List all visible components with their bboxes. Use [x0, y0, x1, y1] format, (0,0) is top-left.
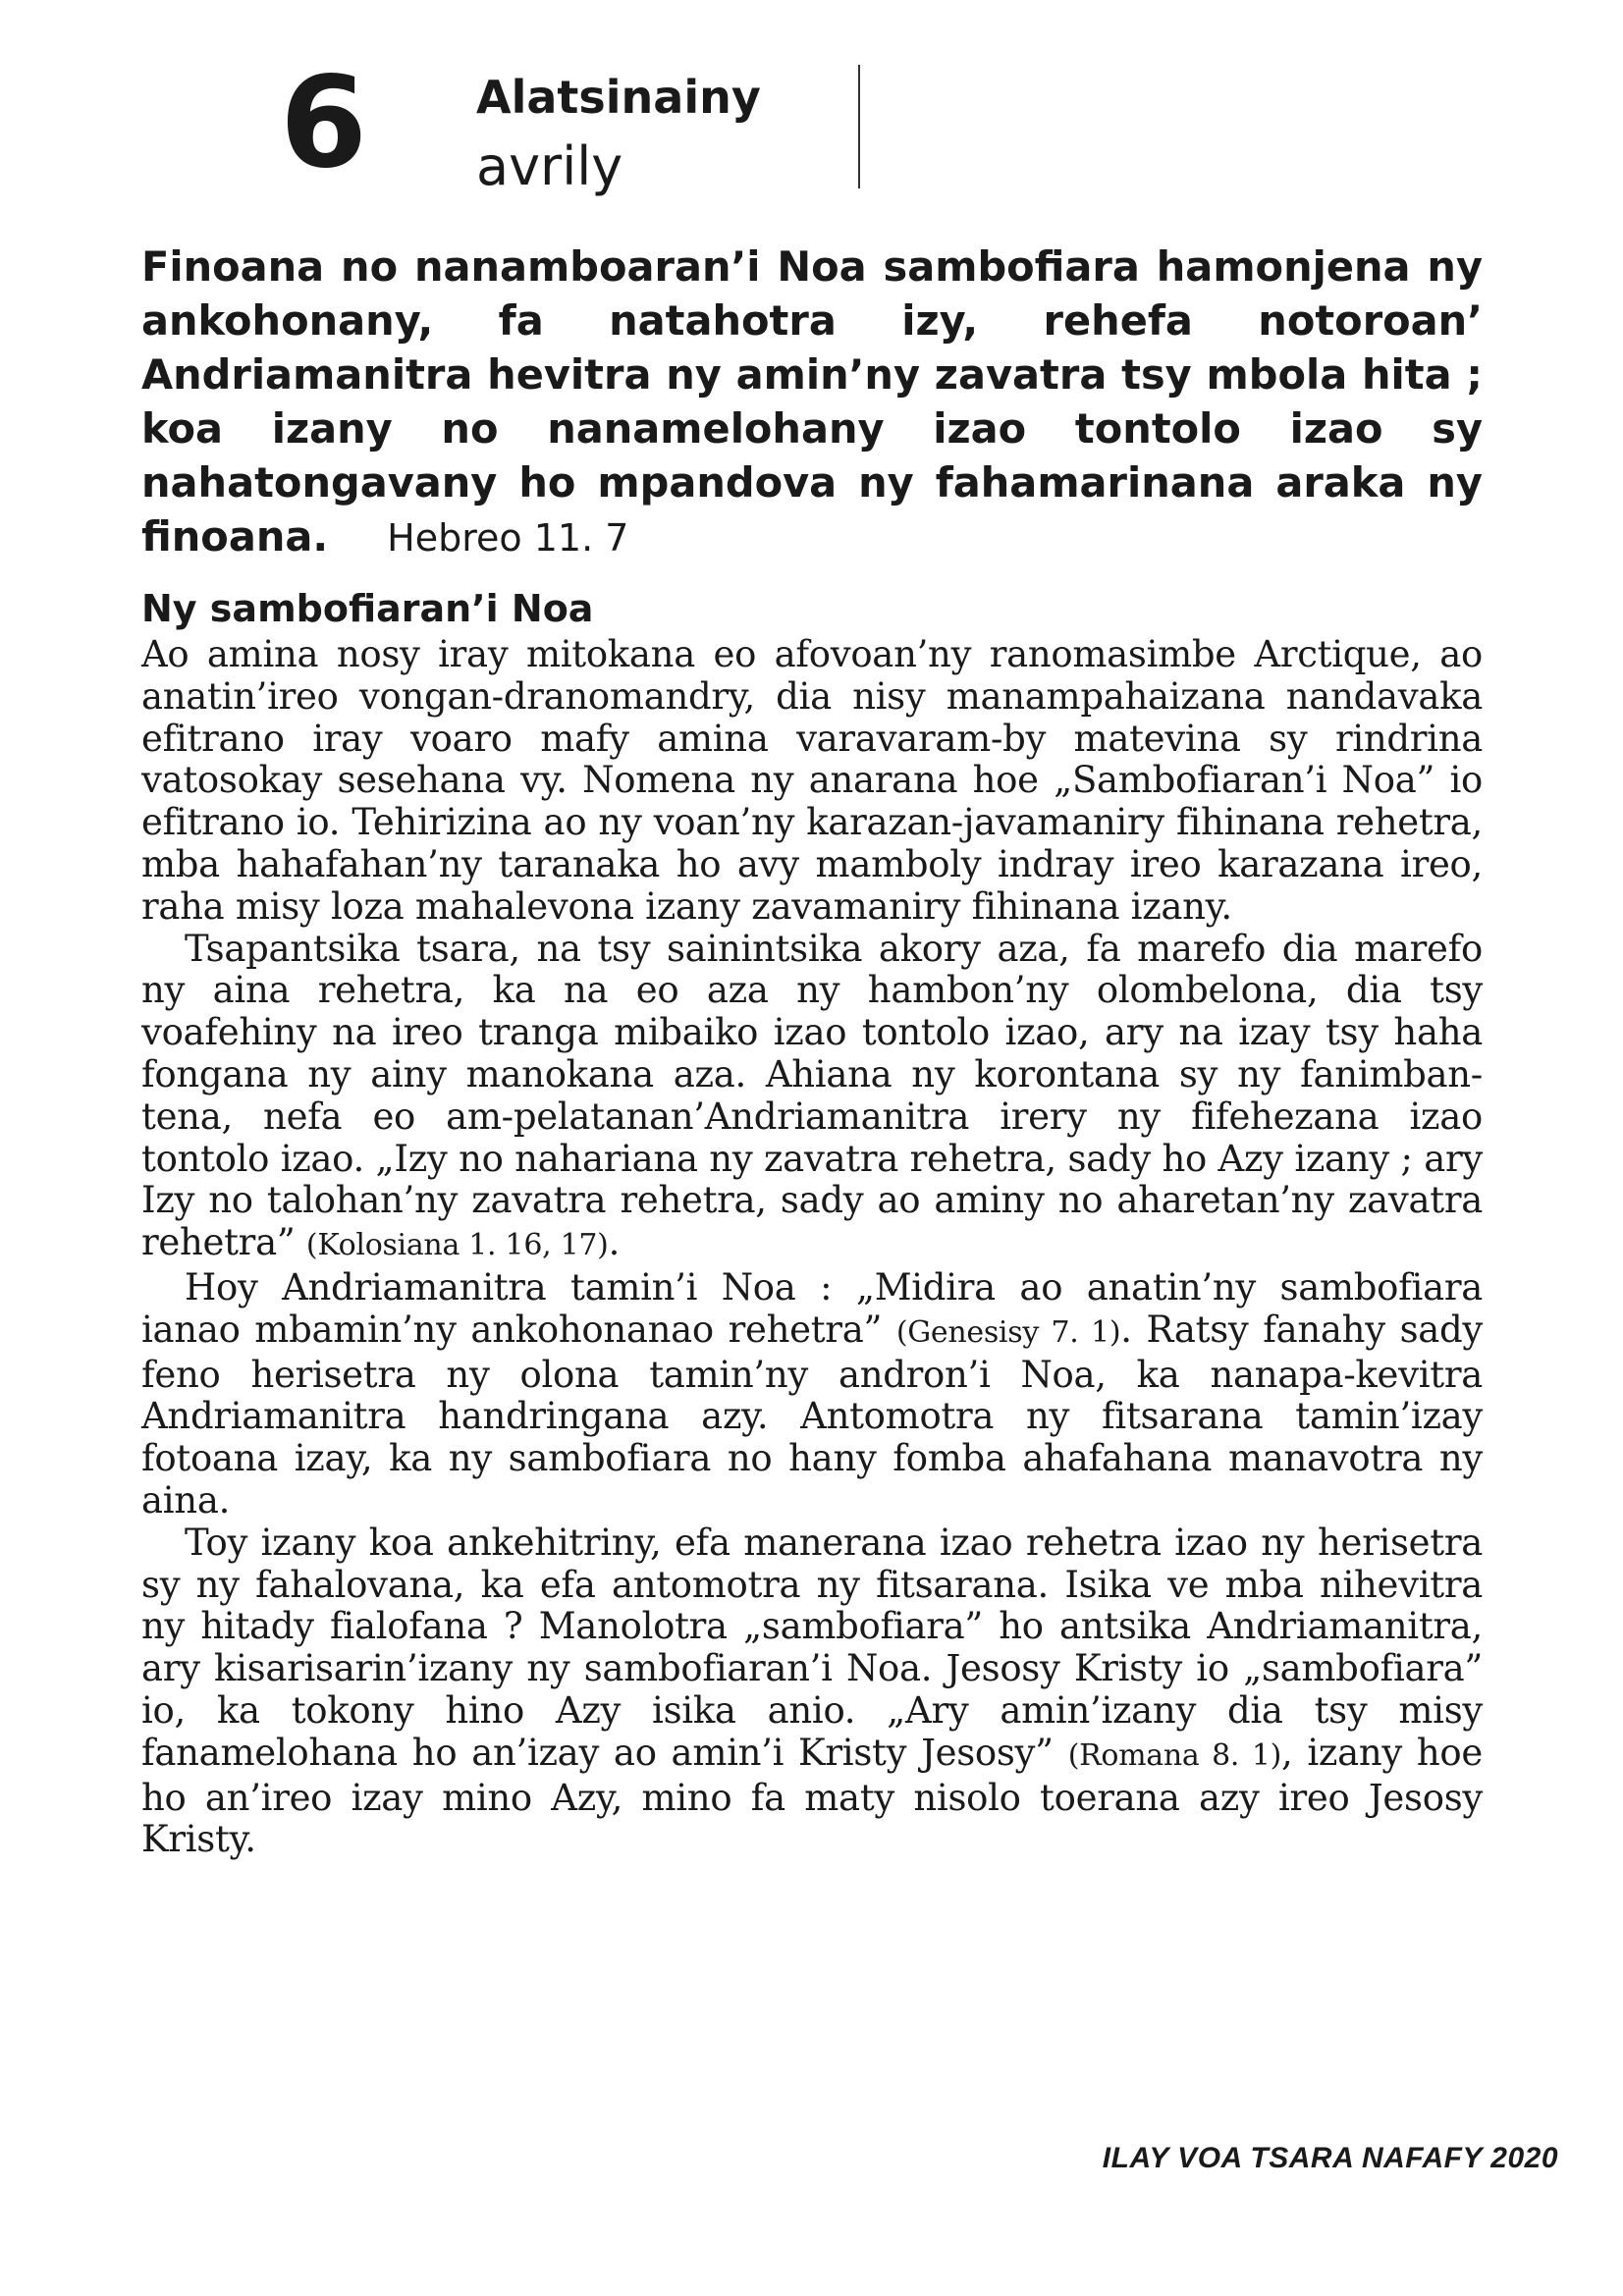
- day-number: 6: [280, 50, 366, 196]
- weekday: Alatsinainy: [476, 71, 761, 124]
- footer-title: ILAY VOA TSARA NAFAFY 2020: [1102, 2142, 1558, 2174]
- citation: (Genesisy 7. 1): [895, 1314, 1121, 1350]
- paragraph-text: Toy izany koa ankehitriny, efa manerana izao rehetra izao ny herisetra sy ny fahalovana, ka efa antomotra ny fitsarana. Isika ve mba nihevitra ny hitady fialofana ? Manolotra „sambofiara” ho antsika Andriamanitra, ary kisarisarin’izany ny sambofiaran’i Noa. Jesosy Kristy io „sambofiara” io, ka tokony hino Azy isika anio. „Ary amin’izany dia tsy misy fanamelohana ho an’izay ao amin’i Kristy Jesosy”: [141, 1521, 1483, 1774]
- vertical-divider: [858, 65, 860, 188]
- paragraph-text: Tsapantsika tsara, na tsy sainintsika akory aza, fa marefo dia marefo ny aina rehetra, ka na eo aza ny hambon’ny olombelona, dia tsy voafehiny na ireo tranga mibaiko izao tontolo izao, ary na izay tsy haha fongana ny ainy manokana aza. Ahiana ny korontana sy ny fanimban-tena, nefa eo am-pelatanan’Andriamanitra irery ny fifehezana izao tontolo izao. „Izy no nahariana ny zavatra rehetra, sady ho Azy izany ; ary Izy no talohan’ny zavatra rehetra, sady ao aminy no aharetan’ny zavatra rehetra”: [141, 927, 1483, 1264]
- paragraph: [141, 1267, 1483, 1522]
- paragraph: [141, 929, 1483, 1267]
- paragraph-text: Hoy Andriamanitra tamin’i Noa : „Midira ao anatin’ny sambofiara ianao mbamin’ny ankohonanao rehetra”: [141, 1265, 1483, 1351]
- body-text: [141, 634, 1483, 1861]
- citation: (Kolosiana 1. 16, 17): [305, 1228, 609, 1263]
- section-title: Ny sambofiaran’i Noa: [141, 587, 594, 630]
- paragraph: [141, 1522, 1483, 1861]
- paragraph-text-after: . Ratsy fanahy sady feno herisetra ny olona tamin’ny andron’i Noa, ka nanapa-kevitra Andriamanitra handringana azy. Antomotra ny fitsarana tamin’izay fotoana izay, ka ny sambofiara no hany fomba ahafahana manavotra ny aina.: [141, 1308, 1484, 1522]
- verse-reference: Hebreo 11. 7: [387, 516, 629, 560]
- verse-text: Finoana no nanamboaran’i Noa sambofiara hamonjena ny ankohonany, fa natahotra izy, rehefa notoroan’ Andriamanitra hevitra ny amin’ny zavatra tsy mbola hita ; koa izany no nanamelohany izao tontolo izao sy nahatongavany ho mpandova ny fahamarinana araka ny finoana.: [141, 242, 1483, 561]
- month: avrily: [476, 135, 623, 197]
- citation: (Romana 8. 1): [1067, 1737, 1282, 1773]
- date-header: [280, 50, 869, 197]
- paragraph-text: Ao amina nosy iray mitokana eo afovoan’ny ranomasimbe Arctique, ao anatin’ireo vongan-dranomandry, dia nisy manampahaizana nandavaka efitrano iray voaro mafy amina varavaram-by matevina sy rindrina vatosokay sesehana vy. Nomena ny anarana hoe „Sambofiaran’i Noa” io efitrano io. Tehirizina ao ny voan’ny karazan-javamaniry fihinana rehetra, mba hahafahan’ny taranaka ho avy mamboly indray ireo karazana ireo, raha misy loza mahalevona izany zavamaniry fihinana izany.: [141, 633, 1483, 928]
- verse-block: [141, 240, 1483, 565]
- paragraph: [141, 634, 1483, 929]
- paragraph-text-after: , izany hoe ho an’ireo izay mino Azy, mino fa maty nisolo toerana azy ireo Jesosy Kristy.: [141, 1731, 1483, 1861]
- paragraph-text-after: .: [608, 1221, 621, 1264]
